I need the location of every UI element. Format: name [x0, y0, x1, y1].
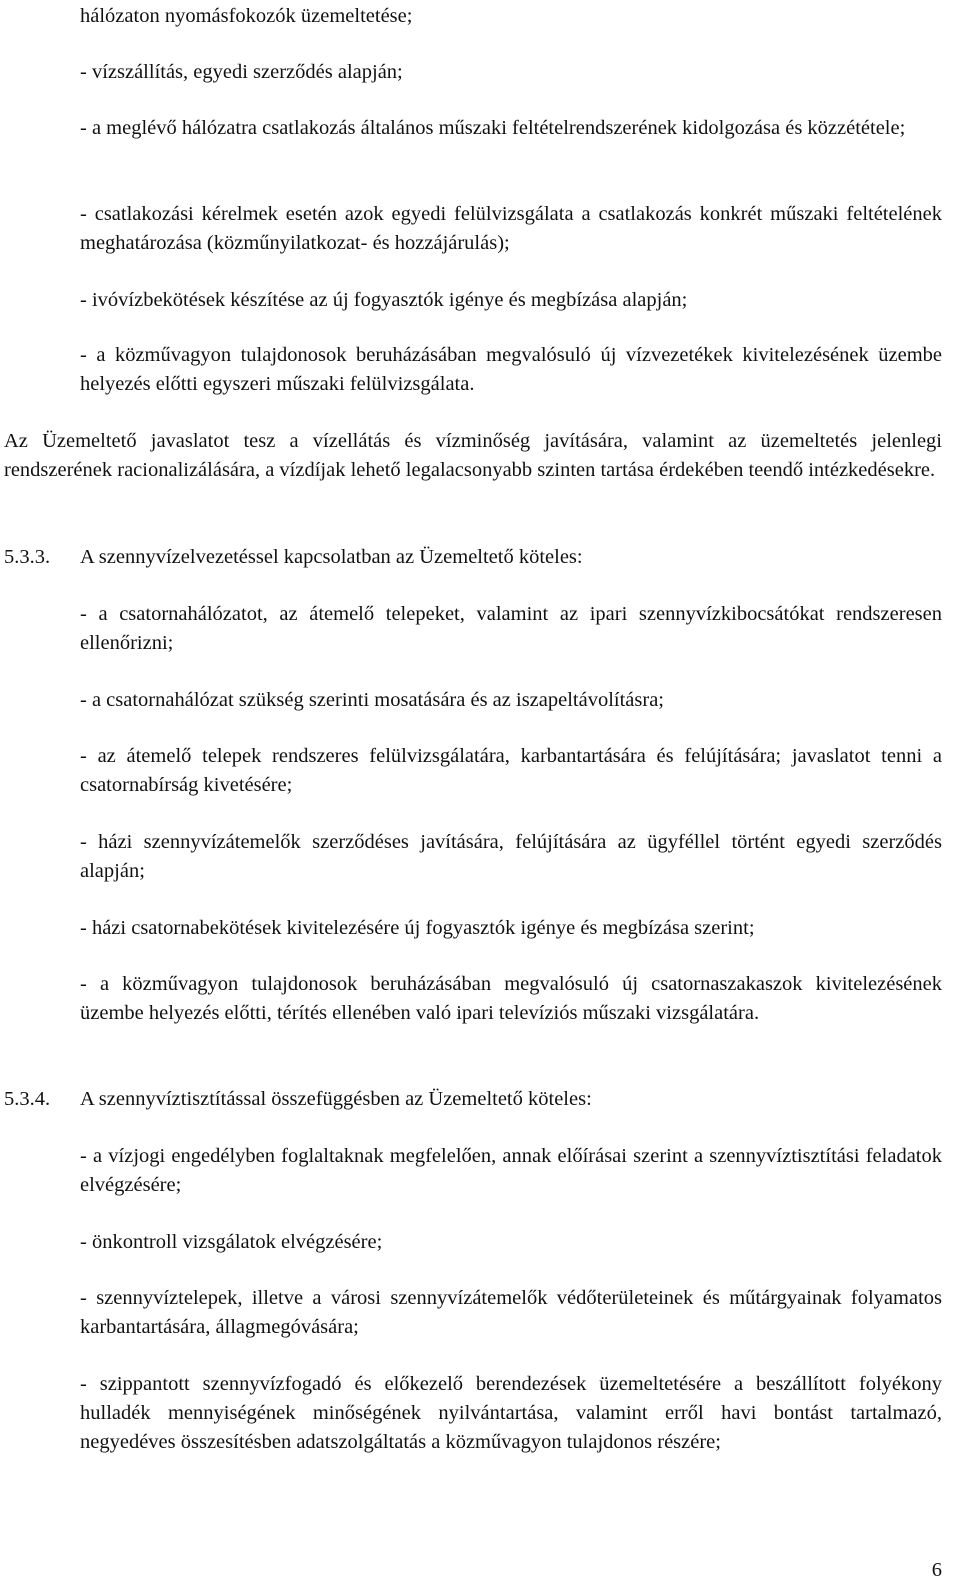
section-title: A szennyvíztisztítással összefüggésben az Üzemeltető köteles:: [80, 1088, 592, 1110]
section-number: 5.3.3.: [4, 546, 51, 568]
list-item: - szennyvíztelepek, illetve a városi szennyvízátemelők védőterületeinek és műtárgyainak folyamatos karbantartására, állagmegóvására;: [80, 1287, 942, 1338]
section-heading-5-3-3: [4, 543, 942, 572]
list-item: hálózaton nyomásfokozók üzemeltetése;: [80, 5, 413, 27]
list-item: - a vízjogi engedélyben foglaltaknak megfelelően, annak előírásai szerint a szennyvíztisztítási feladatok elvégzésére;: [80, 1145, 942, 1196]
list-item: - házi szennyvízátemelők szerződéses javítására, felújítására az ügyféllel történt egyedi szerződés alapján;: [80, 831, 942, 882]
list-item: - szippantott szennyvízfogadó és előkezelő berendezések üzemeltetésére a beszállított folyékony hulladék mennyiségének minőségének nyilvántartása, valamint erről havi bontást tartalmazó, negyedéves összesítésben adatszolgáltatás a közművagyon tulajdonos részére;: [80, 1373, 942, 1453]
list-item: - a közművagyon tulajdonosok beruházásában megvalósuló új vízvezetékek kivitelezésének üzembe helyezés előtti egyszeri műszaki felülvizsgálata.: [80, 344, 942, 395]
operator-paragraph: Az Üzemeltető javaslatot tesz a vízellátás és vízminőség javítására, valamint az üzemeltetés jelenlegi rendszerének racionalizálására, a vízdíjak lehető legalacsonyabb szinten tartása érdekében teendő intézkedésekre.: [4, 430, 942, 481]
list-item: - a közművagyon tulajdonosok beruházásában megvalósuló új csatornaszakaszok kivitelezésének üzembe helyezés előtti, térítés ellenében való ipari televíziós műszaki vizsgálatára.: [80, 973, 942, 1024]
list-item: - házi csatornabekötések kivitelezésére új fogyasztók igénye és megbízása szerint;: [80, 917, 755, 939]
section-number: 5.3.4.: [4, 1088, 51, 1110]
page-number: 6: [931, 1559, 942, 1581]
list-item: - a csatornahálózatot, az átemelő telepeket, valamint az ipari szennyvízkibocsátókat rendszeresen ellenőrizni;: [80, 603, 942, 654]
section-heading-5-3-4: [4, 1085, 942, 1114]
list-item: - ivóvízbekötések készítése az új fogyasztók igénye és megbízása alapján;: [80, 289, 688, 311]
list-item: - csatlakozási kérelmek esetén azok egyedi felülvizsgálata a csatlakozás konkrét műszaki feltételének meghatározása (közműnyilatkozat- és hozzájárulás);: [80, 203, 942, 254]
section-title: A szennyvízelvezetéssel kapcsolatban az Üzemeltető köteles:: [80, 546, 583, 568]
list-item: - önkontroll vizsgálatok elvégzésére;: [80, 1231, 383, 1253]
list-item: - vízszállítás, egyedi szerződés alapján;: [80, 61, 403, 83]
list-item: - a meglévő hálózatra csatlakozás általános műszaki feltételrendszerének kidolgozása és közzététele;: [80, 117, 906, 139]
list-item: - a csatornahálózat szükség szerinti mosatására és az iszapeltávolításra;: [80, 689, 664, 711]
list-item: - az átemelő telepek rendszeres felülvizsgálatára, karbantartására és felújítására; javaslatot tenni a csatornabírság kivetésére;: [80, 745, 942, 796]
